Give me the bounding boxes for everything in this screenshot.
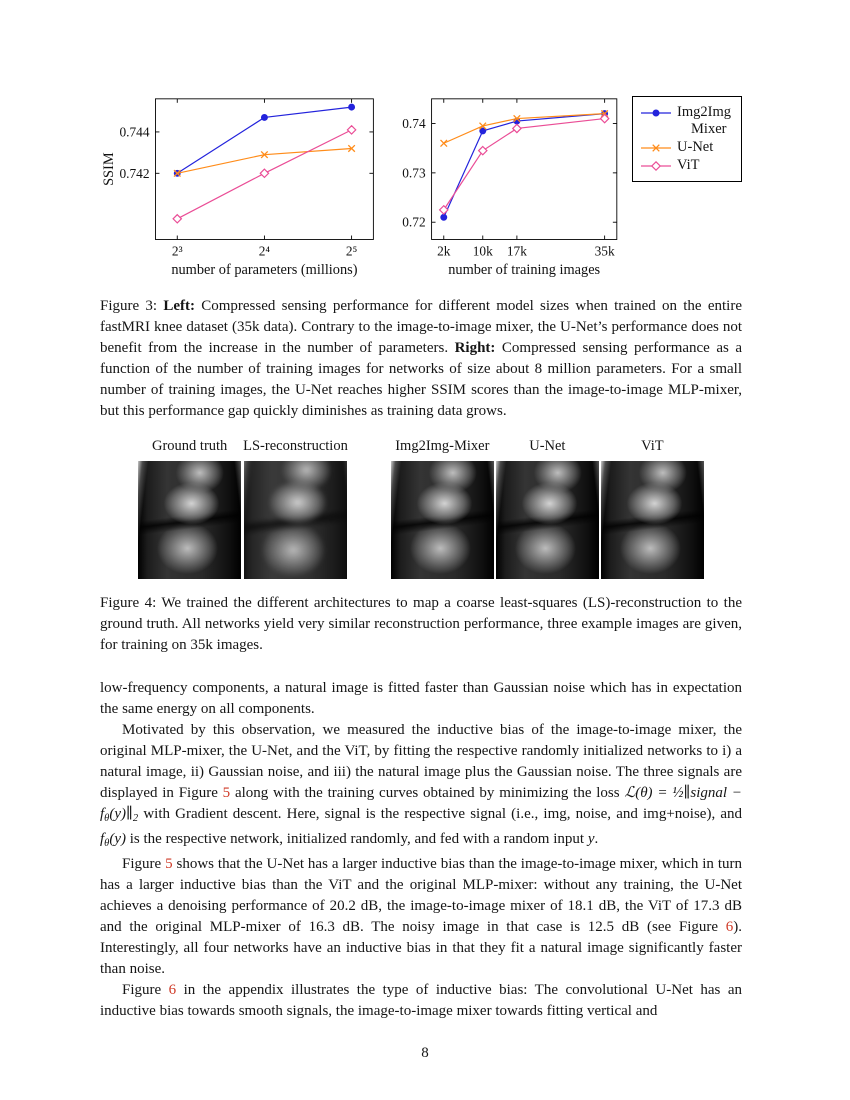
text-segment: ℒ(θ) = ½∥signal − f	[100, 785, 742, 822]
svg-text:0.74: 0.74	[402, 115, 426, 131]
text-segment: Figure 3:	[100, 298, 164, 314]
text-segment: .	[594, 831, 599, 847]
legend-label: Img2Img Mixer	[677, 104, 731, 137]
figure4-panel	[496, 438, 599, 579]
mri-image-texture	[391, 461, 494, 579]
text-segment: in the appendix illustrates the type of inductive bias: The convolutional U-Net has an inductive bias towards smooth signals, the image-to-image mixer towards fitting vertical and	[100, 982, 742, 1019]
body-paragraph	[100, 854, 742, 980]
text-segment: low-frequency components, a natural image is fitted faster than Gaussian noise which has in expectation the same energy on all components.	[100, 680, 742, 717]
text-segment: 2	[132, 813, 139, 824]
svg-text:0.744: 0.744	[119, 124, 150, 140]
mri-knee-image	[601, 461, 704, 579]
mri-image-texture	[496, 461, 599, 579]
figure4-panel	[243, 438, 348, 579]
text-segment: θ	[104, 813, 110, 824]
text-segment: Motivated by this observation, we measured the inductive bias of the image-to-image mixer, the original MLP-mixer, the U-Net, and the ViT, by fitting the respective randomly initialized networks to i) a natural image, ii) Gaussian noise, and iii) the natural image plus the Gaussian noise. The three signals are displayed in Figure	[100, 722, 742, 801]
svg-text:0.72: 0.72	[402, 214, 426, 230]
mri-knee-image	[496, 461, 599, 579]
mri-knee-image	[138, 461, 241, 579]
text-segment: Left:	[163, 298, 195, 314]
text-segment: is the respective network, initialized randomly, and fed with a random input	[126, 831, 588, 847]
chart-ssim-vs-parameters	[100, 90, 382, 282]
text-segment: y	[587, 831, 595, 847]
text-segment: θ	[104, 838, 110, 849]
figure4-panel	[391, 438, 494, 579]
figure-ref-link[interactable]: 6	[725, 919, 734, 935]
text-segment: Compressed sensing performance as a function of the number of training images for networks of size about 8 million parameters. For a small number of training images, the U-Net reaches higher SSIM scores than the image-to-image MLP-mixer, but this performance gap quickly diminishes as training data grows.	[100, 340, 742, 419]
svg-text:2⁴: 2⁴	[258, 243, 271, 259]
figure4-panel	[601, 438, 704, 579]
svg-text:10k: 10k	[473, 243, 494, 259]
figure4	[100, 438, 742, 656]
figure4-panel-label: LS-reconstruction	[243, 438, 348, 454]
figure3-caption	[100, 296, 742, 422]
figure4-panel	[138, 438, 241, 579]
svg-text:0.742: 0.742	[119, 165, 150, 181]
body-text	[100, 678, 742, 1022]
figure3-charts	[100, 90, 742, 282]
figure-ref-link[interactable]: 5	[222, 785, 231, 801]
mri-knee-image	[391, 461, 494, 579]
text-segment: Figure	[122, 982, 169, 998]
legend-label: ViT	[677, 157, 700, 173]
figure4-panel-label: Ground truth	[151, 438, 228, 454]
body-paragraph	[100, 720, 742, 854]
body-paragraph	[100, 980, 742, 1022]
legend-label: U-Net	[677, 139, 714, 155]
text-segment: along with the training curves obtained by minimizing the loss	[230, 785, 625, 801]
page-content	[100, 90, 742, 1022]
figure-ref-link[interactable]: 6	[168, 982, 177, 998]
x-marker-icon	[640, 141, 672, 155]
chart-ssim-vs-training-images	[388, 90, 626, 282]
svg-text:2⁵: 2⁵	[345, 243, 358, 259]
mri-image-texture	[138, 461, 241, 579]
text-segment: Figure	[122, 856, 166, 872]
page-number: 8	[421, 1045, 429, 1061]
body-paragraph	[100, 678, 742, 720]
figure4-panels	[100, 438, 742, 579]
svg-text:17k: 17k	[507, 243, 528, 259]
figure4-panel-label: Img2Img-Mixer	[395, 438, 490, 454]
diamond-marker-icon	[640, 159, 672, 173]
text-segment: Compressed sensing performance for different model sizes when trained on the entire fastMRI knee dataset (35k data). Contrary to the image-to-image mixer, the U-Net’s performance does not benefit from the increase in the number of parameters.	[100, 298, 742, 356]
svg-text:2³: 2³	[171, 243, 183, 259]
figure4-panel-label: ViT	[641, 438, 664, 454]
text-segment: with Gradient descent. Here, signal is the respective signal (i.e., img, noise, and img+noise), and	[138, 806, 742, 822]
text-segment: shows that the U-Net has a larger inductive bias than the image-to-image mixer, which in turn has a larger inductive bias than the ViT and the original MLP-mixer: without any training, the U-Net achieves a denoising performance of 20.2 dB, the image-to-image mixer of 18.1 dB, the ViT of 17.3 dB and the original MLP-mixer of 16.3 dB. The noisy image in that case is 12.5 dB (see Figure	[100, 856, 742, 935]
mri-image-texture	[244, 461, 347, 579]
mri-knee-image	[244, 461, 347, 579]
svg-text:SSIM: SSIM	[100, 152, 117, 186]
svg-text:35k: 35k	[594, 243, 615, 259]
circle-marker-icon	[640, 106, 672, 120]
legend-item	[640, 139, 731, 156]
legend-item	[640, 104, 731, 138]
figure4-caption	[100, 593, 742, 656]
svg-text:number of parameters (millions: number of parameters (millions)	[171, 262, 358, 279]
text-segment: (y)∥	[109, 806, 133, 822]
text-segment: ). Interestingly, all four networks have an inductive bias in that they fit a natural image significantly faster than noise.	[100, 919, 742, 977]
svg-text:2k: 2k	[437, 243, 451, 259]
legend-item	[640, 157, 731, 174]
text-segment: (y)	[109, 831, 126, 847]
mri-image-texture	[601, 461, 704, 579]
svg-text:number of training images: number of training images	[448, 262, 601, 279]
figure4-panel-label: U-Net	[529, 438, 566, 454]
text-segment: f	[100, 831, 105, 847]
text-segment: Figure 4: We trained the different architectures to map a coarse least-squares (LS)-reconstruction to the ground truth. All networks yield very similar reconstruction performance, three example images are given, for training on 35k images.	[100, 595, 742, 653]
figure-ref-link[interactable]: 5	[165, 856, 173, 872]
chart-legend	[632, 96, 742, 182]
svg-text:0.73: 0.73	[402, 165, 426, 181]
text-segment: Right:	[454, 340, 496, 356]
